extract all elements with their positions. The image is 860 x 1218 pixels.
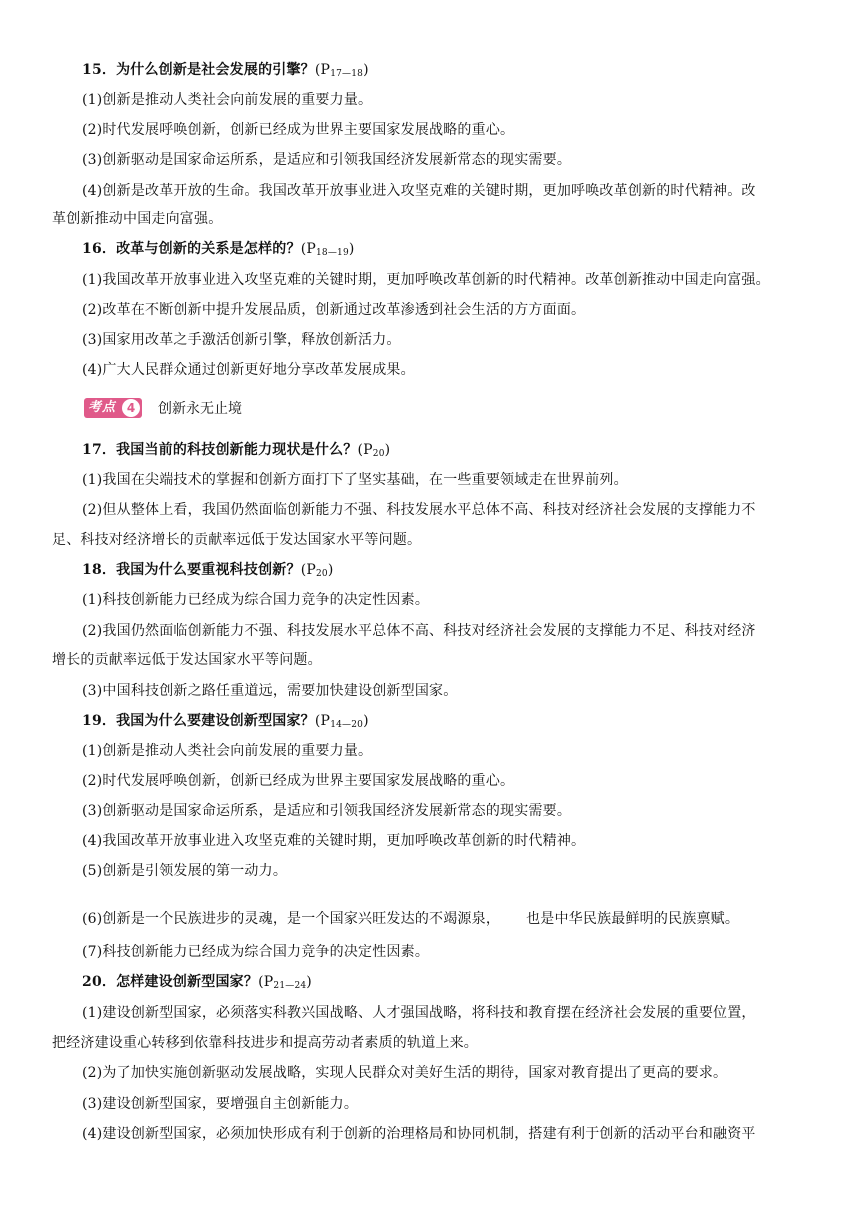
question-15: 15．为什么创新是社会发展的引擎？$(P_{17—18})$ [82, 62, 369, 79]
answer-line: (5)创新是引领发展的第一动力。 [82, 863, 288, 879]
answer-line: (2)我国仍然面临创新能力不强、科技发展水平总体不高、科技对经济社会发展的支撑能力不足、科技对经济 [82, 623, 756, 639]
answer-line: (3)创新驱动是国家命运所系，是适应和引领我国经济发展新常态的现实需要。 [82, 152, 572, 168]
answer-line: (4)建设创新型国家，必须加快形成有利于创新的治理格局和协同机制，搭建有利于创新的活动平台和融资平 [82, 1126, 756, 1142]
answer-line: (1)我国在尖端技术的掌握和创新方面打下了坚实基础，在一些重要领域走在世界前列。 [82, 472, 628, 488]
answer-line: (2)但从整体上看，我国仍然面临创新能力不强、科技发展水平总体不高、科技对经济社会发展的支撑能力不 [82, 502, 756, 518]
answer-line: (1)创新是推动人类社会向前发展的重要力量。 [82, 92, 373, 108]
question-18: 18．我国为什么要重视科技创新？$(P_{20})$ [82, 562, 334, 579]
answer-line: (4)广大人民群众通过创新更好地分享改革发展成果。 [82, 362, 415, 378]
page-reference: $(P_{20})$ [357, 442, 391, 459]
answer-line: (1)科技创新能力已经成为综合国力竞争的决定性因素。 [82, 592, 430, 608]
answer-line: (3)建设创新型国家，要增强自主创新能力。 [82, 1096, 359, 1112]
answer-line: (2)改革在不断创新中提升发展品质，创新通过改革渗透到社会生活的方方面面。 [82, 302, 586, 318]
page-reference: $(P_{18—19})$ [300, 241, 355, 258]
answer-line: (4)我国改革开放事业进入攻坚克难的关键时期，更加呼唤改革创新的时代精神。 [82, 833, 586, 849]
answer-line: (6)创新是一个民族进步的灵魂，是一个国家兴旺发达的不竭源泉， 也是中华民族最鲜明的民族禀赋。 [82, 911, 740, 927]
answer-line: (1)我国改革开放事业进入攻坚克难的关键时期，更加呼唤改革创新的时代精神。改革创新推动中国走向富强。 [82, 272, 770, 288]
answer-line: (1)建设创新型国家，必须落实科教兴国战略、人才强国战略，将科技和教育摆在经济社会发展的重要位置， [82, 1005, 756, 1021]
answer-line: (7)科技创新能力已经成为综合国力竞争的决定性因素。 [82, 944, 430, 960]
answer-line: (1)创新是推动人类社会向前发展的重要力量。 [82, 743, 373, 759]
question-16: 16．改革与创新的关系是怎样的？$(P_{18—19})$ [82, 241, 355, 258]
answer-line: 足、科技对经济增长的贡献率远低于发达国家水平等问题。 [52, 532, 422, 548]
answer-line: 革创新推动中国走向富强。 [52, 211, 223, 227]
page-reference: $(P_{20})$ [300, 562, 334, 579]
answer-line: (3)创新驱动是国家命运所系，是适应和引领我国经济发展新常态的现实需要。 [82, 803, 572, 819]
answer-line: (3)中国科技创新之路任重道远，需要加快建设创新型国家。 [82, 683, 458, 699]
answer-line: (4)创新是改革开放的生命。我国改革开放事业进入攻坚克难的关键时期，更加呼唤改革创新的时代精神。改 [82, 183, 756, 199]
badge-number: 4 [122, 399, 140, 417]
question-19: 19．我国为什么要建设创新型国家？$(P_{14—20})$ [82, 713, 369, 730]
answer-line: (3)国家用改革之手激活创新引擎，释放创新活力。 [82, 332, 401, 348]
answer-line: 把经济建设重心转移到依靠科技进步和提高劳动者素质的轨道上来。 [52, 1035, 478, 1051]
answer-line: 增长的贡献率远低于发达国家水平等问题。 [52, 652, 322, 668]
answer-line: (2)时代发展呼唤创新，创新已经成为世界主要国家发展战略的重心。 [82, 122, 515, 138]
section-title: 创新永无止境 [158, 401, 242, 417]
answer-line: (2)为了加快实施创新驱动发展战略，实现人民群众对美好生活的期待，国家对教育提出了更高的要求。 [82, 1065, 728, 1081]
answer-line: (2)时代发展呼唤创新，创新已经成为世界主要国家发展战略的重心。 [82, 773, 515, 789]
page-reference: $(P_{14—20})$ [314, 713, 369, 730]
question-17: 17．我国当前的科技创新能力现状是什么？$(P_{20})$ [82, 442, 391, 459]
page-reference: $(P_{17—18})$ [314, 62, 369, 79]
question-20: 20．怎样建设创新型国家？$(P_{21—24})$ [82, 974, 312, 991]
page-reference: $(P_{21—24})$ [258, 974, 312, 991]
section-badge [84, 398, 142, 418]
badge-label: 考点 [88, 400, 117, 415]
